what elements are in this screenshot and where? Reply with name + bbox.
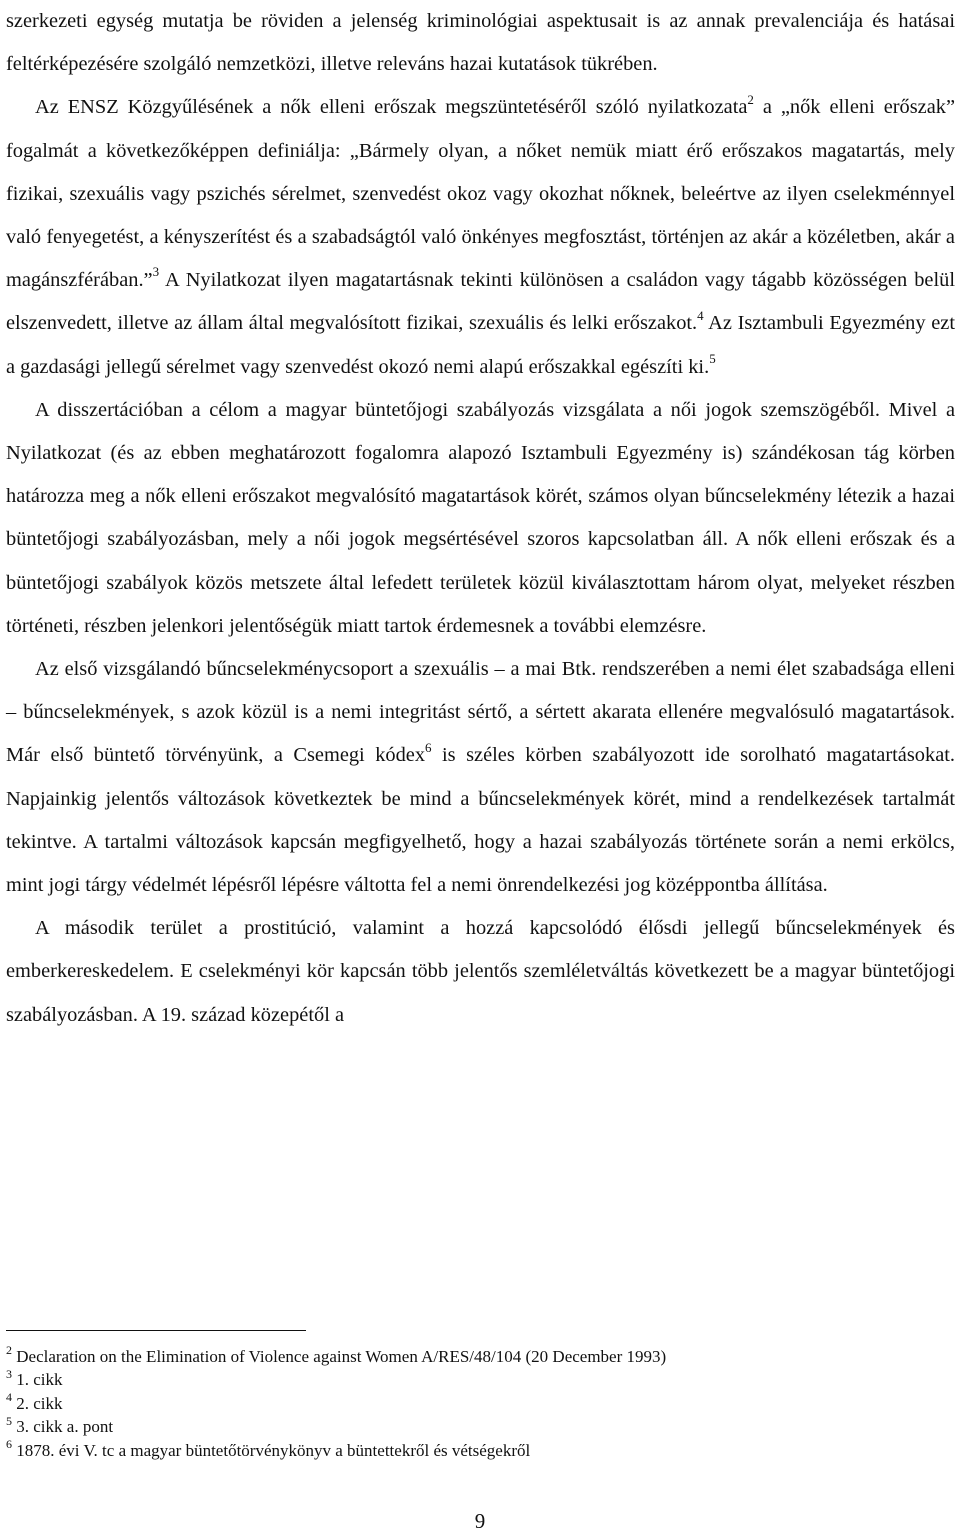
page-number: 9 [474,1509,486,1533]
paragraph-text: Az ENSZ Közgyűlésének a nők elleni erőszak megszüntetéséről szóló nyilatkozata [35,96,748,119]
footnote-text: Declaration on the Elimination of Violence against Women A/RES/48/104 (20 December 1993) [12,1347,667,1366]
footnote [6,1392,946,1415]
footnote-text: 1878. évi V. tc a magyar büntetőtörvénykönyv a büntettekről és vétségekről [12,1440,531,1460]
footnote-number: 6 [6,1436,12,1451]
footnote [6,1436,946,1462]
footnote-reference: 5 [709,350,716,366]
footnote-number: 4 [6,1390,12,1405]
footnote-text: 1. cikk [12,1370,63,1390]
footnote-reference: 4 [697,307,704,323]
paragraph [6,907,955,1037]
paragraph [6,389,955,648]
paragraph [6,0,955,86]
footnotes [6,1345,946,1462]
paragraph [6,648,955,907]
footnote-reference: 6 [425,739,432,755]
footnote-reference: 2 [747,91,754,107]
footnote-reference: 3 [152,264,160,280]
footnote-number: 2 [6,1343,12,1358]
paragraph-text: Az első vizsgálandó bűncselekménycsoport a szexuális – a mai Btk. rendszerében a nemi élet szabadsága elleni – bűncselekmények, s azok közül is a nemi integritást sértő, a sértett akarata ellenére megvalósuló magatartások. Már első büntető törvényünk, a Csemegi kódex [6,658,955,767]
paragraph-text: szerkezeti egység mutatja be röviden a jelenség kriminológiai aspektusait is az annak prevalenciája és hatásai feltérképezésére szolgáló nemzetközi, illetve releváns hazai kutatások tükrében. [6,10,955,76]
paragraph [6,86,955,388]
paragraph-text: A Nyilatkozat ilyen magatartásnak tekinti különösen a családon vagy tágabb közösségen belül elszenvedett, illetve az állam által megvalósított fizikai, szexuális és lelki erőszakot. [6,269,955,335]
footnote-text: 3. cikk a. pont [12,1417,114,1437]
paragraph-text: is széles körben szabályozott ide sorolható magatartásokat. Napjainkig jelentős változások következtek be mind a bűncselekmények körét, mind a rendelkezések tartalmát tekintve. A tartalmi változások kapcsán megfigyelhető, hogy a hazai szabályozás története során a nemi erkölcs, mint jogi tárgy védelmét lépésről lépésre váltotta fel a nemi önrendelkezési jog középpontba állítása. [6,744,956,897]
paragraph-text: A disszertációban a célom a magyar büntetőjogi szabályozás vizsgálata a női jogok szemszögéből. Mivel a Nyilatkozat (és az ebben meghatározott fogalomra alapozó Isztambuli Egyezmény is) szándékosan tág körben határozza meg a nők elleni erőszakot megvalósító magatartások körét, számos olyan bűncselekmény létezik a hazai büntetőjogi szabályozásban, mely a női jogok megsértésével szoros kapcsolatban áll. A nők elleni erőszak és a büntetőjogi szabályok közös metszete által lefedett területek közül kiválasztottam három olyat, melyeket részben történeti, részben jelenkori jelentőségük miatt tartok érdemesnek a további elemzésre. [6,398,955,637]
footnote-separator [6,1330,306,1331]
footnote-text: 2. cikk [12,1393,63,1413]
body-text [6,0,955,1037]
footnote-number: 5 [6,1413,12,1428]
paragraph-text: a „nők elleni erőszak” fogalmát a következőképpen definiálja: „Bármely olyan, a nőket nemük miatt érő erőszakos magatartás, mely fizikai, szexuális vagy pszichés sérelmet, szenvedést okoz vagy okozhat nőknek, beleértve az ilyen cselekménnyel való fenyegetést, a kényszerítést és a szabadságtól való önkényes megfosztást, történjen az akár a közéletben, akár a magánszférában.” [6,96,956,292]
footnote [6,1345,946,1368]
footnote [6,1415,946,1438]
paragraph-text: A második terület a prostitúció, valamint a hozzá kapcsolódó élősdi jellegű bűncselekmények és emberkereskedelem. E cselekményi kör kapcsán több jelentős szemléletváltás következett be a magyar büntetőjogi szabályozásban. A 19. század közepétől a [6,917,955,1026]
footnote [6,1368,946,1391]
footnote-number: 3 [6,1366,12,1381]
paragraph-text: Az Isztambuli Egyezmény ezt a gazdasági jellegű sérelmet vagy szenvedést okozó nemi alapú erőszakkal egészíti ki. [6,312,955,378]
